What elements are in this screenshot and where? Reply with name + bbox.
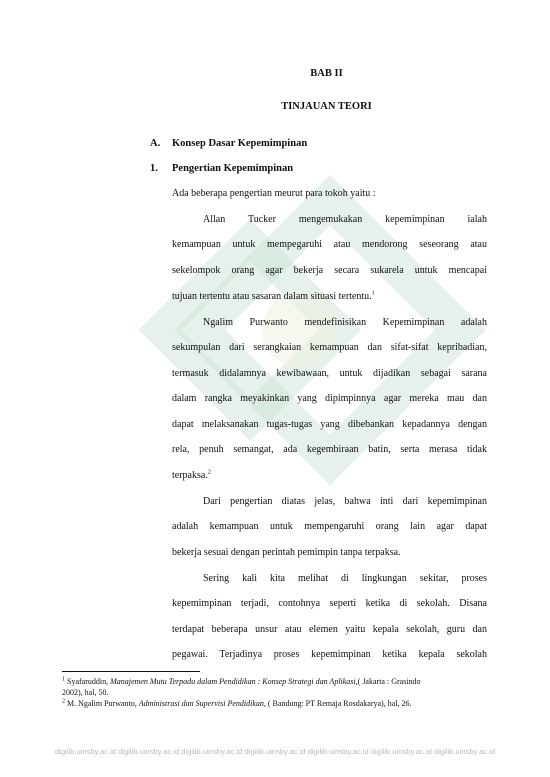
footnote-1-continuation: 2002), hal, 50. — [62, 688, 109, 697]
p4-line-1: Sering kali kita melihat di lingkungan sekitar, proses — [203, 573, 487, 584]
p1-last-text: tujuan tertentu atau sasaran dalam situasi tertentu. — [172, 291, 372, 302]
p3-line-2: adalah kemampuan untuk mempengaruhi orang lain agar dapat — [172, 521, 487, 532]
footnote-2-number: 2 — [62, 698, 65, 705]
p4-line-4: pegawai. Terjadinya proses kepemimpinan ketika kepala sekolah — [172, 649, 487, 660]
footnote-1-number: 1 — [62, 676, 65, 683]
p1-line-2: kemampuan untuk mempegaruhi atau mendorong seseorang atau — [172, 239, 487, 250]
p3-line-3: bekerja sesuai dengan perintah pemimpin tanpa terpaksa. — [172, 547, 401, 558]
section-a-title: Konsep Dasar Kepemimpinan — [172, 138, 308, 149]
footnote-1-title: Manajemen Mutu Terpadu dalam Pendidikan : Konsep Strategi dan Aplikasi, — [110, 677, 358, 686]
footnote-2-title: Administrasi dan Supervisi Pendidikan, — [138, 699, 266, 708]
section-1-heading — [150, 163, 293, 174]
footnote-2-publisher: ( Bandung: PT Remaja Rosdakarya), hal, 26. — [265, 699, 412, 708]
p1-line-3: sekelompok orang agar bekerja secara sukarela untuk mencapai — [172, 265, 487, 276]
section-1-title: Pengertian Kepemimpinan — [172, 163, 294, 174]
p2-line-5: dapat melaksanakan tugas-tugas yang dibebankan kepadannya dengan — [172, 419, 487, 430]
section-1-marker: 1. — [150, 163, 158, 174]
footnote-1 — [62, 677, 421, 686]
footnote-1-publisher: ( Jakarta : Grasindo — [357, 677, 421, 686]
p2-line-2: sekumpulan dari serangkaian kemampuan dan sifat-sifat kepribadian, — [172, 342, 487, 353]
footnote-rule — [62, 671, 200, 672]
p2-line-6: rela, penuh semangat, ada kegembiraan batin, serta merasa tidak — [172, 444, 487, 455]
p2-last-text: terpaksa. — [172, 470, 208, 481]
footnote-2-author: M. Ngalim Purwanto, — [67, 699, 139, 708]
footnote-ref-2: 2 — [207, 469, 211, 476]
p2-line-7 — [172, 470, 211, 481]
section-a-marker: A. — [150, 138, 161, 149]
footnote-2 — [62, 699, 412, 708]
footer-watermark-text: digilib.uinsby.ac.id digilib.uinsby.ac.id digilib.uinsby.ac.id digilib.uinsby.ac.id digilib.uinsby.ac.id digilib.uinsby.ac.id digilib.uinsby.ac.id — [54, 747, 496, 756]
footnote-1-author: Syafaruddin, — [67, 677, 111, 686]
p3-line-1: Dari pengertian diatas jelas, bahwa inti dari kepemimpinan — [203, 496, 487, 507]
p2-line-4: dalam rangka meyakinkan yang dipimpinnya agar mereka mau dan — [172, 393, 487, 404]
section-a-heading — [150, 138, 307, 149]
chapter-number: BAB II — [310, 68, 343, 79]
p1-line-4 — [172, 291, 375, 302]
p4-line-2: kepemimpinan terjadi, contohnya seperti ketika di sekolah. Disana — [172, 598, 487, 609]
p4-line-3: terdapat beberapa unsur atau elemen yaitu kepala sekolah, guru dan — [172, 624, 487, 635]
p1-line-1: Allan Tucker mengemukakan kepemimpinan ialah — [203, 214, 487, 225]
p2-line-3: termasuk didalamnya kewibawaan, untuk dijadikan sebagai sarana — [172, 368, 487, 379]
footnote-ref-1: 1 — [371, 290, 375, 297]
p2-line-1: Ngalim Purwanto mendefinisikan Kepemimpinan adalah — [203, 317, 487, 328]
chapter-title: TINJAUAN TEORI — [281, 101, 372, 112]
intro-line: Ada beberapa pengertian meurut para tokoh yaitu : — [172, 188, 376, 199]
